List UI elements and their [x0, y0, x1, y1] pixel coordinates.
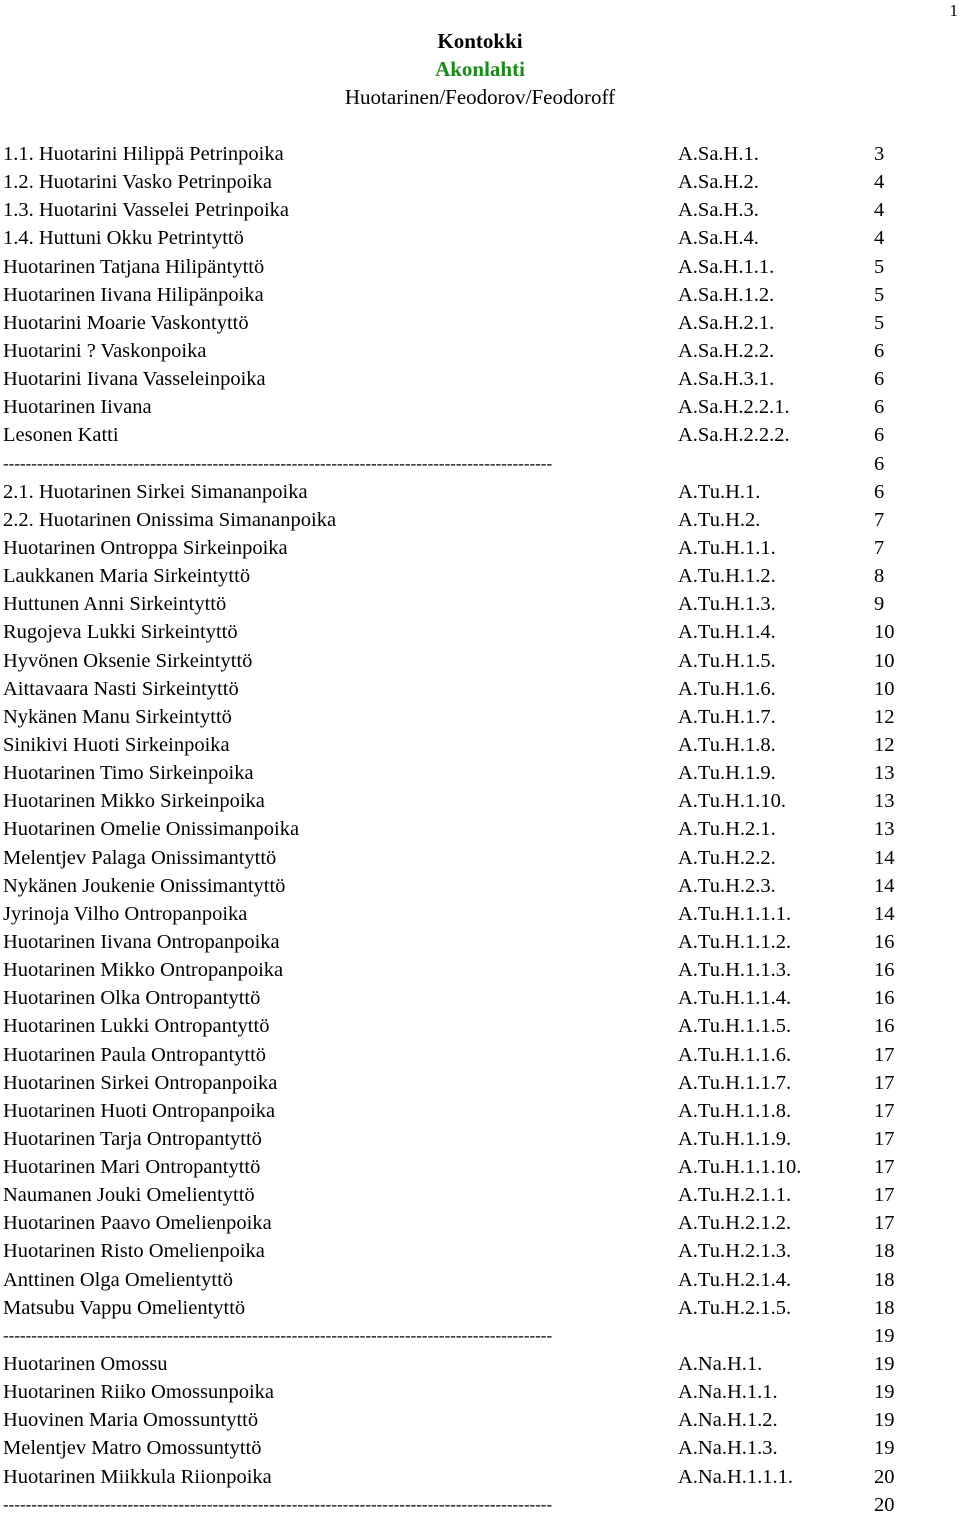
lineage-code: A.Na.H.1.2. [678, 1409, 778, 1432]
person-name: Huotarinen Lukki Ontropantyttö [3, 1015, 270, 1038]
toc-row [3, 1378, 953, 1406]
person-name: Huotarinen Mari Ontropantyttö [3, 1156, 261, 1179]
lineage-code: A.Tu.H.1.1.8. [678, 1099, 792, 1122]
toc-row [3, 534, 953, 562]
lineage-code: A.Sa.H.1.1. [678, 255, 775, 278]
page-reference: 4 [874, 227, 885, 250]
toc-row [3, 787, 953, 815]
page-reference: 5 [874, 311, 885, 334]
page-reference: 14 [874, 902, 895, 925]
page-reference: 17 [874, 1071, 895, 1094]
lineage-code: A.Tu.H.1.1.2. [678, 930, 792, 953]
person-name: 2.1. Huotarinen Sirkei Simananpoika [3, 480, 308, 503]
person-name: Huotarinen Paula Ontropantyttö [3, 1043, 267, 1066]
page-reference: 12 [874, 705, 895, 728]
page-reference: 4 [874, 199, 885, 222]
family-name-line: Huotarinen/Feodorov/Feodoroff [344, 85, 616, 109]
page-reference: 6 [874, 396, 885, 419]
toc-row [3, 618, 953, 646]
toc-row [3, 1041, 953, 1069]
person-name: Huotarinen Timo Sirkeinpoika [3, 762, 254, 785]
toc-row [3, 253, 953, 281]
page-reference: 14 [874, 846, 895, 869]
person-name: Nykänen Joukenie Onissimantyttö [3, 874, 286, 897]
page-reference: 19 [874, 1353, 895, 1376]
lineage-code: A.Tu.H.1.1.5. [678, 1015, 792, 1038]
person-name: Huotarinen Omelie Onissimanpoika [3, 818, 300, 841]
page-reference: 17 [874, 1099, 895, 1122]
toc-row [3, 393, 953, 421]
page-reference: 9 [874, 593, 885, 616]
person-name: Melentjev Palaga Onissimantyttö [3, 846, 277, 869]
person-name: Huotarinen Olka Ontropantyttö [3, 987, 261, 1010]
page-reference: 13 [874, 790, 895, 813]
lineage-code: A.Tu.H.2. [678, 508, 761, 531]
toc-row [3, 844, 953, 872]
page-reference: 7 [874, 536, 885, 559]
lineage-code: A.Sa.H.1. [678, 143, 759, 165]
lineage-code: A.Tu.H.1.3. [678, 593, 776, 616]
lineage-code: A.Sa.H.1.2. [678, 283, 775, 306]
lineage-code: A.Tu.H.1.9. [678, 762, 776, 785]
lineage-code: A.Sa.H.2.2. [678, 339, 775, 362]
person-name: Huotarinen Iivana [3, 396, 152, 419]
page-reference: 5 [874, 283, 885, 306]
person-name: Matsubu Vappu Omelientyttö [3, 1296, 246, 1319]
person-name: Huotarinen Mikko Ontropanpoika [3, 959, 284, 982]
toc-row [3, 1153, 953, 1181]
person-name: 1.1. Huotarini Hilippä Petrinpoika [3, 143, 284, 165]
person-name: Huotarinen Miikkula Riionpoika [3, 1465, 272, 1488]
toc-row [3, 1012, 953, 1040]
lineage-code: A.Sa.H.2. [678, 171, 759, 194]
page-reference: 19 [874, 1409, 895, 1432]
person-name: Lesonen Katti [3, 424, 119, 447]
toc-row [3, 421, 953, 449]
toc-row [3, 309, 953, 337]
dashed-separator: ------------------------------------------------------------------------------------------------- [3, 453, 553, 473]
page-reference: 18 [874, 1296, 895, 1319]
lineage-code: A.Tu.H.1.10. [678, 790, 787, 813]
page-reference: 8 [874, 565, 885, 588]
toc-row [3, 731, 953, 759]
toc-row [3, 647, 953, 675]
toc-row [3, 590, 953, 618]
dashed-separator: ------------------------------------------------------------------------------------------------- [3, 1325, 553, 1345]
toc-row [3, 1463, 953, 1491]
person-name: Huotarinen Huoti Ontropanpoika [3, 1099, 276, 1122]
toc-row [3, 675, 953, 703]
toc-row [3, 337, 953, 365]
lineage-code: A.Sa.H.2.2.2. [678, 424, 790, 447]
lineage-code: A.Tu.H.2.1.2. [678, 1212, 792, 1235]
page-reference: 17 [874, 1184, 895, 1207]
person-name: Aittavaara Nasti Sirkeintyttö [3, 677, 239, 700]
lineage-code: A.Tu.H.1.1.7. [678, 1071, 792, 1094]
lineage-code: A.Sa.H.3.1. [678, 368, 775, 391]
lineage-code: A.Tu.H.2.2. [678, 846, 776, 869]
page-reference: 19 [874, 1437, 895, 1460]
toc-row [3, 478, 953, 506]
page-reference: 13 [874, 818, 895, 841]
lineage-code: A.Sa.H.3. [678, 199, 759, 222]
page-reference: 6 [874, 339, 885, 362]
separator-row [3, 1491, 953, 1519]
village-subtitle: Akonlahti [435, 57, 525, 81]
page-reference: 5 [874, 255, 885, 278]
toc-row [3, 1434, 953, 1462]
page-reference: 14 [874, 874, 895, 897]
document-header [0, 27, 960, 111]
lineage-code: A.Na.H.1.1.1. [678, 1465, 794, 1488]
toc-row [3, 1350, 953, 1378]
person-name: Naumanen Jouki Omelientyttö [3, 1184, 255, 1207]
lineage-code: A.Tu.H.1. [678, 480, 761, 503]
lineage-code: A.Sa.H.2.1. [678, 311, 775, 334]
page-reference: 16 [874, 930, 895, 953]
person-name: 2.2. Huotarinen Onissima Simananpoika [3, 508, 337, 531]
document-title: Kontokki [437, 29, 523, 53]
person-name: Huotarinen Tarja Ontropantyttö [3, 1127, 262, 1150]
toc-row [3, 506, 953, 534]
page-reference: 6 [874, 368, 885, 391]
toc-row [3, 1125, 953, 1153]
page-reference: 17 [874, 1212, 895, 1235]
toc-row [3, 900, 953, 928]
toc-row [3, 703, 953, 731]
page-reference: 13 [874, 762, 895, 785]
toc-row [3, 562, 953, 590]
person-name: Huotarinen Iivana Hilipänpoika [3, 283, 264, 306]
person-name: Nykänen Manu Sirkeintyttö [3, 705, 232, 728]
person-name: Jyrinoja Vilho Ontropanpoika [3, 902, 248, 925]
page-reference: 12 [874, 733, 895, 756]
page-reference: 20 [874, 1493, 895, 1516]
lineage-code: A.Na.H.1.3. [678, 1437, 778, 1460]
lineage-code: A.Tu.H.1.5. [678, 649, 776, 672]
toc-row [3, 1181, 953, 1209]
lineage-code: A.Sa.H.2.2.1. [678, 396, 790, 419]
page-reference: 3 [874, 143, 885, 165]
page-reference: 16 [874, 1015, 895, 1038]
person-name: Huotarinen Mikko Sirkeinpoika [3, 790, 265, 813]
page-reference: 10 [874, 677, 895, 700]
person-name: Huotarinen Ontroppa Sirkeinpoika [3, 536, 288, 559]
toc-row [3, 928, 953, 956]
toc-row [3, 759, 953, 787]
toc-row [3, 1237, 953, 1265]
toc-row [3, 224, 953, 252]
lineage-code: A.Tu.H.1.4. [678, 621, 776, 644]
person-name: Laukkanen Maria Sirkeintyttö [3, 565, 251, 588]
lineage-code: A.Tu.H.2.1.3. [678, 1240, 792, 1263]
lineage-code: A.Tu.H.2.1.5. [678, 1296, 792, 1319]
person-name: 1.3. Huotarini Vasselei Petrinpoika [3, 199, 290, 222]
person-name: Hyvönen Oksenie Sirkeintyttö [3, 649, 253, 672]
lineage-code: A.Tu.H.1.1.4. [678, 987, 792, 1010]
person-name: Huotarinen Paavo Omelienpoika [3, 1212, 272, 1235]
person-name: Huotarinen Riiko Omossunpoika [3, 1381, 275, 1404]
page-reference: 10 [874, 621, 895, 644]
toc-row [3, 1406, 953, 1434]
person-name: 1.4. Huttuni Okku Petrintyttö [3, 227, 244, 250]
table-of-contents [3, 140, 953, 1519]
lineage-code: A.Tu.H.1.8. [678, 733, 776, 756]
toc-row [3, 140, 953, 168]
toc-row [3, 872, 953, 900]
person-name: Huotarini Iivana Vasseleinpoika [3, 368, 266, 391]
toc-row [3, 1294, 953, 1322]
page-reference: 7 [874, 508, 885, 531]
page-reference: 6 [874, 480, 885, 503]
toc-row [3, 365, 953, 393]
lineage-code: A.Tu.H.1.7. [678, 705, 776, 728]
page-reference: 4 [874, 171, 885, 194]
page-reference: 10 [874, 649, 895, 672]
lineage-code: A.Tu.H.1.1.9. [678, 1127, 792, 1150]
page-reference: 19 [874, 1324, 895, 1347]
separator-row [3, 1322, 953, 1350]
page-reference: 17 [874, 1156, 895, 1179]
person-name: Huotarini ? Vaskonpoika [3, 339, 207, 362]
person-name: Huotarinen Tatjana Hilipäntyttö [3, 255, 265, 278]
lineage-code: A.Tu.H.1.1.10. [678, 1156, 802, 1179]
lineage-code: A.Na.H.1.1. [678, 1381, 778, 1404]
separator-row [3, 450, 953, 478]
page-number: 1 [949, 1, 958, 20]
toc-row [3, 1069, 953, 1097]
page-reference: 6 [874, 424, 885, 447]
lineage-code: A.Tu.H.1.1. [678, 536, 776, 559]
lineage-code: A.Tu.H.2.1.1. [678, 1184, 792, 1207]
lineage-code: A.Tu.H.1.1.6. [678, 1043, 792, 1066]
person-name: Melentjev Matro Omossuntyttö [3, 1437, 262, 1460]
toc-row [3, 956, 953, 984]
person-name: Huttunen Anni Sirkeintyttö [3, 593, 227, 616]
toc-row [3, 1209, 953, 1237]
lineage-code: A.Tu.H.2.3. [678, 874, 776, 897]
toc-row [3, 984, 953, 1012]
toc-row [3, 168, 953, 196]
person-name: Huotarinen Sirkei Ontropanpoika [3, 1071, 278, 1094]
dashed-separator: ------------------------------------------------------------------------------------------------- [3, 1494, 553, 1514]
lineage-code: A.Tu.H.1.2. [678, 565, 776, 588]
page-reference: 17 [874, 1127, 895, 1150]
person-name: Huotarinen Iivana Ontropanpoika [3, 930, 280, 953]
toc-row [3, 815, 953, 843]
page-reference: 6 [874, 452, 885, 475]
page-reference: 20 [874, 1465, 895, 1488]
lineage-code: A.Tu.H.2.1.4. [678, 1268, 792, 1291]
person-name: Anttinen Olga Omelientyttö [3, 1268, 234, 1291]
person-name: Huotarini Moarie Vaskontyttö [3, 311, 249, 334]
page-reference: 16 [874, 959, 895, 982]
lineage-code: A.Tu.H.1.6. [678, 677, 776, 700]
person-name: Huotarinen Omossu [3, 1353, 168, 1376]
person-name: Huotarinen Risto Omelienpoika [3, 1240, 265, 1263]
toc-row [3, 281, 953, 309]
toc-row [3, 1266, 953, 1294]
toc-row [3, 1097, 953, 1125]
lineage-code: A.Sa.H.4. [678, 227, 759, 250]
lineage-code: A.Tu.H.1.1.3. [678, 959, 792, 982]
person-name: Sinikivi Huoti Sirkeinpoika [3, 733, 230, 756]
page-reference: 16 [874, 987, 895, 1010]
lineage-code: A.Na.H.1. [678, 1353, 763, 1376]
person-name: 1.2. Huotarini Vasko Petrinpoika [3, 171, 272, 194]
person-name: Rugojeva Lukki Sirkeintyttö [3, 621, 238, 644]
lineage-code: A.Tu.H.2.1. [678, 818, 776, 841]
page-reference: 19 [874, 1381, 895, 1404]
page-reference: 18 [874, 1240, 895, 1263]
person-name: Huovinen Maria Omossuntyttö [3, 1409, 259, 1432]
toc-row [3, 196, 953, 224]
lineage-code: A.Tu.H.1.1.1. [678, 902, 792, 925]
page-reference: 18 [874, 1268, 895, 1291]
page-reference: 17 [874, 1043, 895, 1066]
